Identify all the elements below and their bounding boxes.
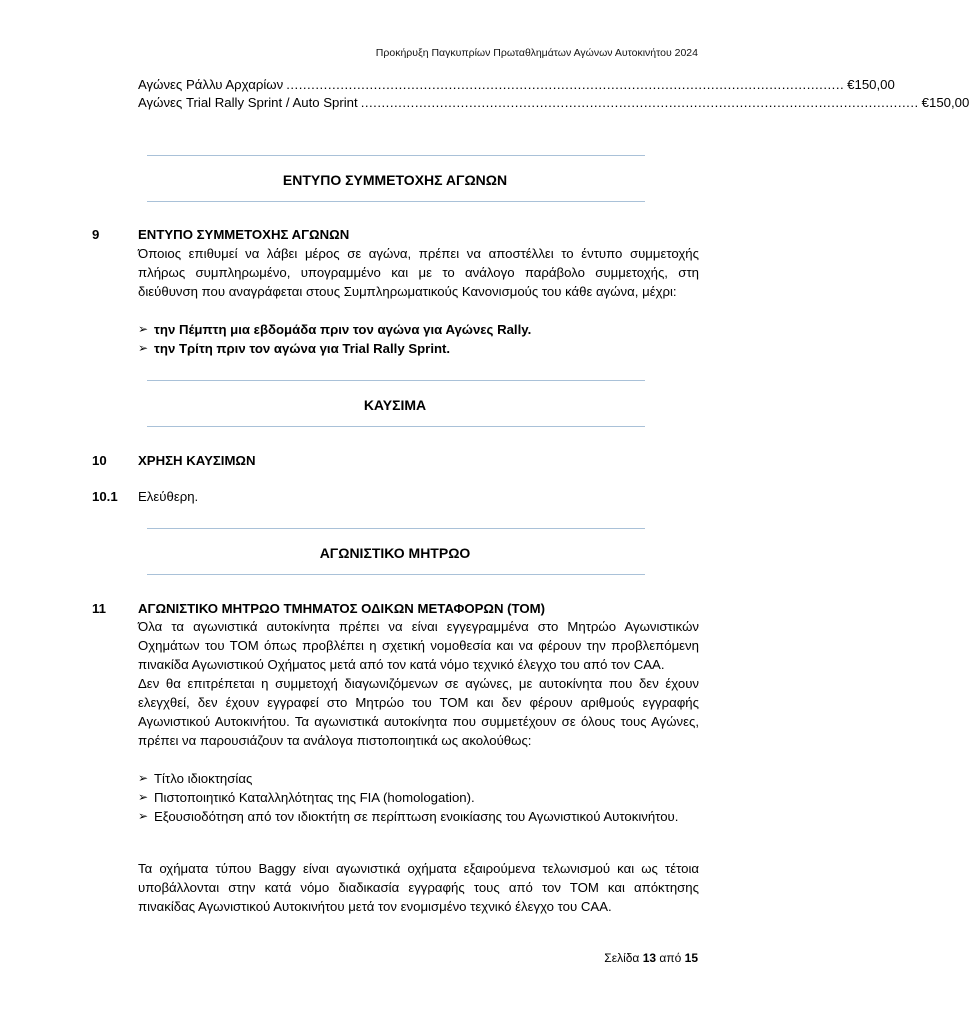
article-11-bullet-3 — [138, 807, 699, 826]
section-title-registry: ΑΓΩΝΙΣΤΙΚΟ ΜΗΤΡΩΟ — [319, 545, 471, 561]
page-footer — [604, 951, 698, 965]
section-rule-bottom — [147, 426, 645, 427]
article-number-10-1: 10.1 — [92, 489, 118, 504]
article-number-11: 11 — [92, 601, 106, 616]
dot-leader: ...................................................................................................................................... — [286, 77, 845, 92]
arrowhead-bullet-icon: ➢ — [138, 322, 149, 336]
article-9-text — [138, 244, 699, 301]
article-heading-10: ΧΡΗΣΗ ΚΑΥΣΙΜΩΝ — [138, 453, 256, 468]
bullet-text: την Πέμπτη μια εβδομάδα πριν τον αγώνα για Αγώνες Rally. — [154, 322, 532, 337]
bullet-text: Τίτλο ιδιοκτησίας — [154, 771, 253, 786]
fee-amount: €150,00 — [847, 77, 895, 92]
article-11-paragraph-1: Όλα τα αγωνιστικά αυτοκίνητα πρέπει να είναι εγγεγραμμένα στο Μητρώο Αγωνιστικών Οχημάτων του ΤΟΜ όπως προβλέπει η σχετική νομοθεσία και να φέρουν την προβλεπόμενη πινακίδα Αγωνιστικού Οχήματος μετά από τον κατά νόμο τεχνικό έλεγχο του από τον CAA. — [138, 619, 699, 672]
article-11-text — [138, 617, 699, 750]
article-11-paragraph-2: Δεν θα επιτρέπεται η συμμετοχή διαγωνιζόμενων σε αγώνες, με αυτοκίνητα που δεν έχουν ελεγχθεί, δεν έχουν εγγραφεί στο Μητρώο του ΤΟΜ και δεν φέρουν αριθμούς εγγραφής Αγωνιστικού Αυτοκινήτου. Τα αγωνιστικά αυτοκίνητα που συμμετέχουν σε όλους τους Αγώνες, πρέπει να παρουσιάζουν τα ανάλογα πιστοποιητικά ως ακολούθως: — [138, 676, 699, 748]
dot-leader: ...................................................................................................................................... — [360, 95, 919, 110]
article-11-paragraph-3: Τα οχήματα τύπου Baggy είναι αγωνιστικά οχήματα εξαιρούμενα τελωνισμού και ως τέτοια υποβάλλονται στην κατά νόμο διαδικασία εγγραφής τους από τον ΤΟΜ και απόκτησης πινακίδας Αγωνιστικού Αυτοκινήτου μετά τον ενομισμένο τεχνικό έλεγχο του CAA. — [138, 861, 699, 914]
fee-label: Αγώνες Ράλλυ Αρχαρίων — [138, 77, 284, 92]
arrowhead-bullet-icon: ➢ — [138, 341, 149, 355]
bullet-text: την Τρίτη πριν τον αγώνα για Trial Rally Sprint. — [154, 341, 451, 356]
section-rule-bottom — [147, 201, 645, 202]
section-rule-top — [147, 155, 645, 156]
total-pages: 15 — [684, 951, 698, 965]
article-10-1-text: Ελεύθερη. — [138, 489, 199, 504]
article-9-bullet-2 — [138, 339, 699, 358]
fee-row-trial-rally — [138, 95, 969, 111]
article-9-bullet-1 — [138, 320, 699, 339]
article-number-9: 9 — [92, 227, 100, 242]
section-rule-bottom — [147, 574, 645, 575]
bullet-text: Εξουσιοδότηση από τον ιδιοκτήτη σε περίπτωση ενοικίασης του Αγωνιστικού Αυτοκινήτου. — [154, 809, 679, 824]
arrowhead-bullet-icon: ➢ — [138, 790, 149, 804]
article-number-10: 10 — [92, 453, 107, 468]
current-page-number: 13 — [642, 951, 657, 965]
article-11-text-baggy — [138, 859, 699, 916]
footer-prefix: Σελίδα — [604, 951, 640, 965]
section-title-entry-form: ΕΝΤΥΠΟ ΣΥΜΜΕΤΟΧΗΣ ΑΓΩΝΩΝ — [282, 172, 508, 188]
fee-label: Αγώνες Trial Rally Sprint / Auto Sprint — [138, 95, 358, 110]
article-11-bullet-1 — [138, 769, 699, 788]
bullet-text: Πιστοποιητικό Καταλληλότητας της FIA (homologation). — [154, 790, 475, 805]
article-11-bullet-2 — [138, 788, 699, 807]
section-rule-top — [147, 528, 645, 529]
fee-row-novice-rally — [138, 77, 895, 93]
document-header: Προκήρυξη Παγκυπρίων Πρωταθλημάτων Αγώνων Αυτοκινήτου 2024 — [375, 47, 698, 59]
section-title-fuel: ΚΑΥΣΙΜΑ — [363, 397, 427, 413]
article-heading-9: ΕΝΤΥΠΟ ΣΥΜΜΕΤΟΧΗΣ ΑΓΩΝΩΝ — [138, 227, 350, 242]
arrowhead-bullet-icon: ➢ — [138, 771, 149, 785]
article-heading-11: ΑΓΩΝΙΣΤΙΚΟ ΜΗΤΡΩΟ ΤΜΗΜΑΤΟΣ ΟΔΙΚΩΝ ΜΕΤΑΦΟΡΩΝ (ΤΟΜ) — [138, 601, 546, 616]
fee-amount: €150,00 — [921, 95, 969, 110]
article-9-paragraph: Όποιος επιθυμεί να λάβει μέρος σε αγώνα, πρέπει να αποστέλλει το έντυπο συμμετοχής πλήρως συμπληρωμένο, υπογραμμένο και με το ανάλογο παράβολο συμμετοχής, στη διεύθυνση που αναγράφεται στους Συμπληρωματικούς Κανονισμούς του κάθε αγώνα, μέχρι: — [138, 246, 699, 299]
section-rule-top — [147, 380, 645, 381]
arrowhead-bullet-icon: ➢ — [138, 809, 149, 823]
footer-of: από — [659, 951, 682, 965]
